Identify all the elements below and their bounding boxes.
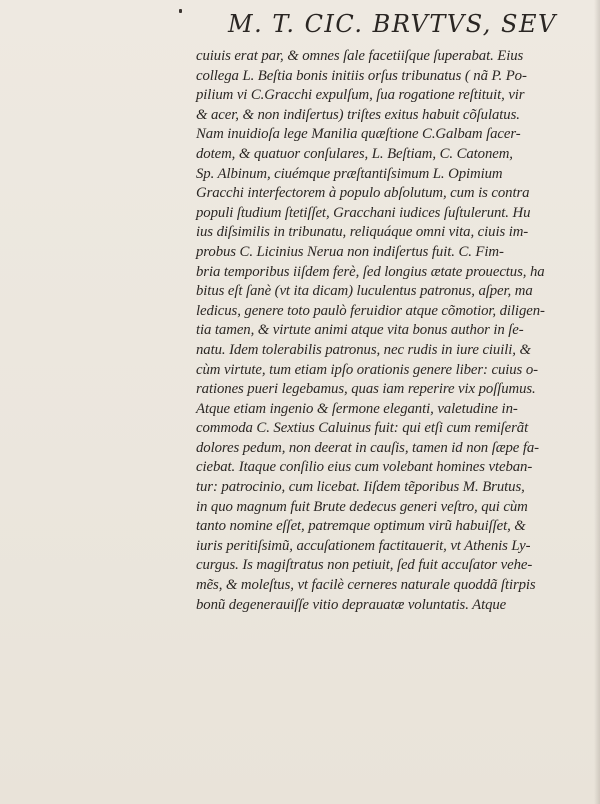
text-column [196, 47, 576, 615]
running-head: M. T. CIC. BRVTVS, SEV [228, 10, 557, 38]
text-line: curgus. Is magiſtratus non petiuit, ſed fuit accuſator vehe- [196, 557, 533, 574]
ink-speck [179, 9, 182, 13]
text-line: tia tamen, & virtute animi atque vita bonus author in ſe- [196, 322, 524, 339]
text-line: ciebat. Itaque conſilio eius cum volebant homines vteban- [196, 459, 533, 476]
text-line: rationes pueri legebamus, quas iam reperire vix poſſumus. [196, 381, 536, 398]
text-line: populi ſtudium ſtetiſſet, Gracchani iudices ſuſtulerunt. Hu [196, 204, 531, 221]
text-line: bonũ degenerauiſſe vitio deprauatæ voluntatis. Atque [196, 596, 507, 613]
text-line: cuiuis erat par, & omnes ſale facetiiſque ſuperabat. Eius [196, 48, 524, 64]
text-line: Atque etiam ingenio & ſermone eleganti, valetudine in- [196, 400, 518, 417]
text-line: probus C. Licinius Nerua non indiſertus fuit. C. Fim- [196, 243, 504, 260]
text-line: Sp. Albinum, ciuémque præſtantiſsimum L. Opimium [196, 165, 503, 182]
text-line: pilium vi C.Gracchi expulſum, ſua rogatione reſtituit, vir [196, 87, 525, 104]
text-line: natu. Idem tolerabilis patronus, nec rudis in iure ciuili, & [196, 341, 531, 358]
text-line: mẽs, & moleſtus, vt facilè cerneres naturale quoddã ſtirpis [196, 577, 536, 594]
text-line: in quo magnum fuit Brute dedecus generi veſtro, qui cùm [196, 498, 528, 515]
text-line: tanto nomine eſſet, patremque optimum virũ habuiſſet, & [196, 518, 526, 535]
text-line: cùm virtute, tum etiam ipſo orationis genere liber: cuius o- [196, 361, 538, 378]
text-line: dolores pedum, non deerat in cauſis, tamen id non ſæpe fa- [196, 439, 539, 456]
text-line: bitus eſt ſanè (vt ita dicam) luculentus patronus, aſper, ma [196, 283, 533, 300]
text-line: commoda C. Sextius Caluinus fuit: qui etſi cum remiſerãt [196, 420, 529, 437]
text-line: tur: patrocinio, cum licebat. Iiſdem tẽporibus M. Brutus, [196, 479, 525, 496]
text-line: dotem, & quatuor conſulares, L. Beſtiam, C. Catonem, [196, 145, 513, 162]
text-line: & acer, & non indiſertus) triſtes exitus habuit cõſulatus. [196, 106, 520, 123]
text-line: ius diſsimilis in tribunatu, reliquáque omni vita, ciuis im- [196, 224, 529, 241]
text-line: Gracchi interfectorem à populo abſolutum, cum is contra [196, 185, 530, 202]
text-line: Nam inuidioſa lege Manilia quæſtione C.Galbam ſacer- [196, 126, 521, 143]
text-line: iuris peritiſsimũ, accuſationem factitauerit, vt Athenis Ly- [196, 537, 531, 554]
text-line: bria temporibus iiſdem ferè, ſed longius ætate prouectus, ha [196, 263, 545, 280]
text-line: collega L. Beſtia bonis initiis orſus tribunatus ( nã P. Po- [196, 67, 527, 84]
text-line: ledicus, genere toto paulò feruidior atque cõmotior, diligen- [196, 302, 545, 319]
page-edge-shadow [594, 0, 600, 804]
